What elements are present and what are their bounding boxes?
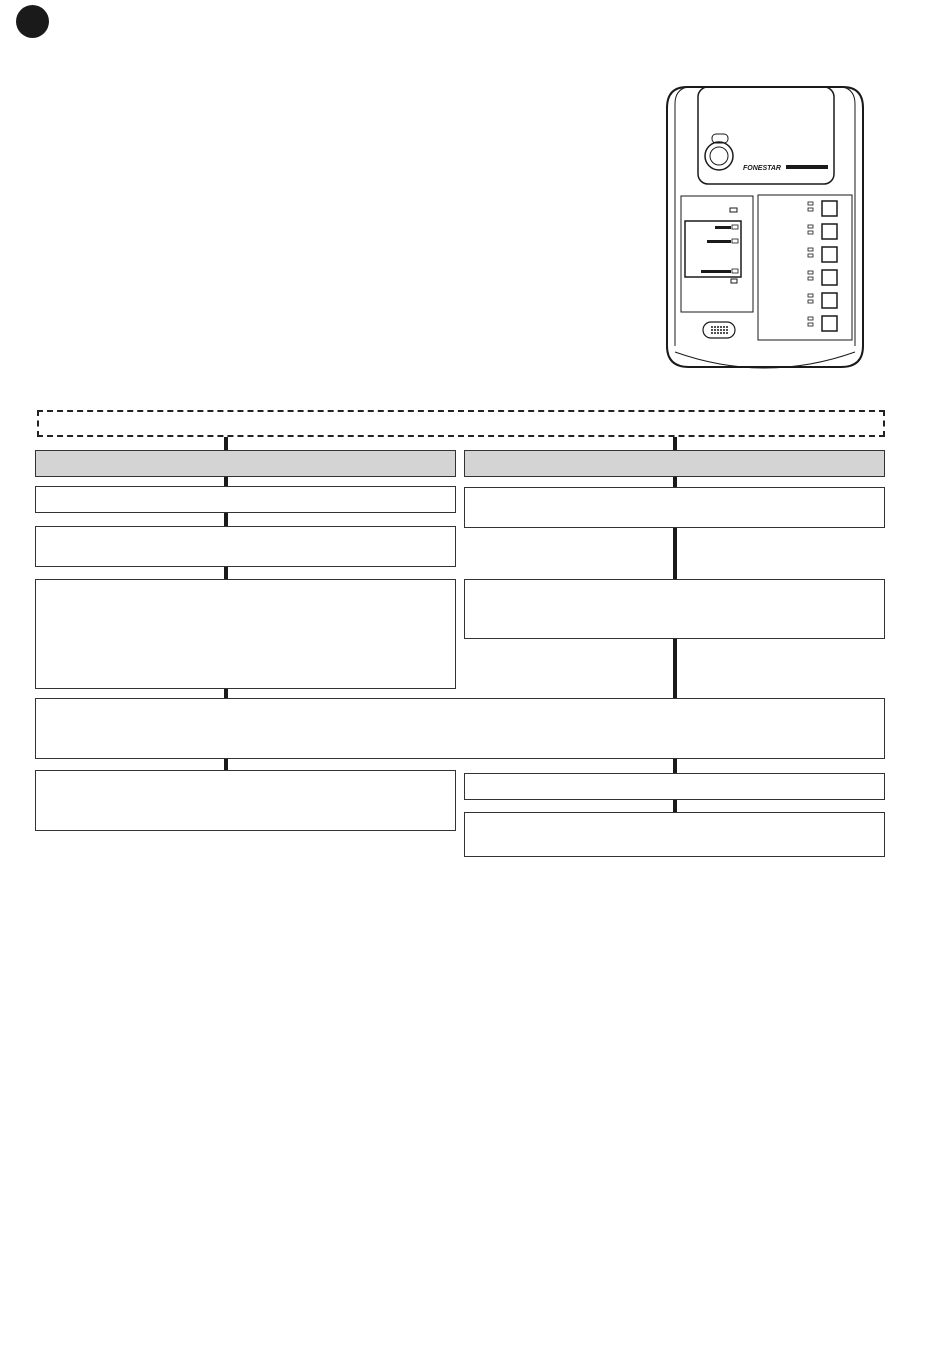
left-module (681, 196, 753, 312)
merged-step (35, 698, 885, 759)
connector (673, 437, 677, 450)
zone-buttons[interactable] (808, 201, 837, 331)
left-branch-header (35, 450, 456, 477)
right-step-2 (464, 579, 885, 639)
button-panel (758, 195, 852, 340)
left-step-1 (35, 486, 456, 513)
device-illustration (665, 84, 865, 370)
connector (224, 759, 228, 770)
right-branch-header (464, 450, 885, 477)
right-step-1 (464, 487, 885, 528)
connector (673, 800, 677, 812)
brand-label: FONESTAR (743, 165, 781, 172)
connector (673, 477, 677, 487)
connector (673, 639, 677, 699)
left-step-3 (35, 579, 456, 689)
volume-knob-icon[interactable] (705, 134, 733, 170)
connector (673, 528, 677, 579)
connector (224, 437, 228, 450)
connector (673, 759, 677, 773)
connector (224, 513, 228, 526)
right-final-step-1 (464, 773, 885, 800)
flow-start-box (37, 410, 885, 437)
connector (224, 567, 228, 579)
right-final-step-2 (464, 812, 885, 857)
left-step-2 (35, 526, 456, 567)
speaker-grille-icon (703, 322, 735, 338)
page-number-marker (16, 5, 49, 38)
left-final-step (35, 770, 456, 831)
